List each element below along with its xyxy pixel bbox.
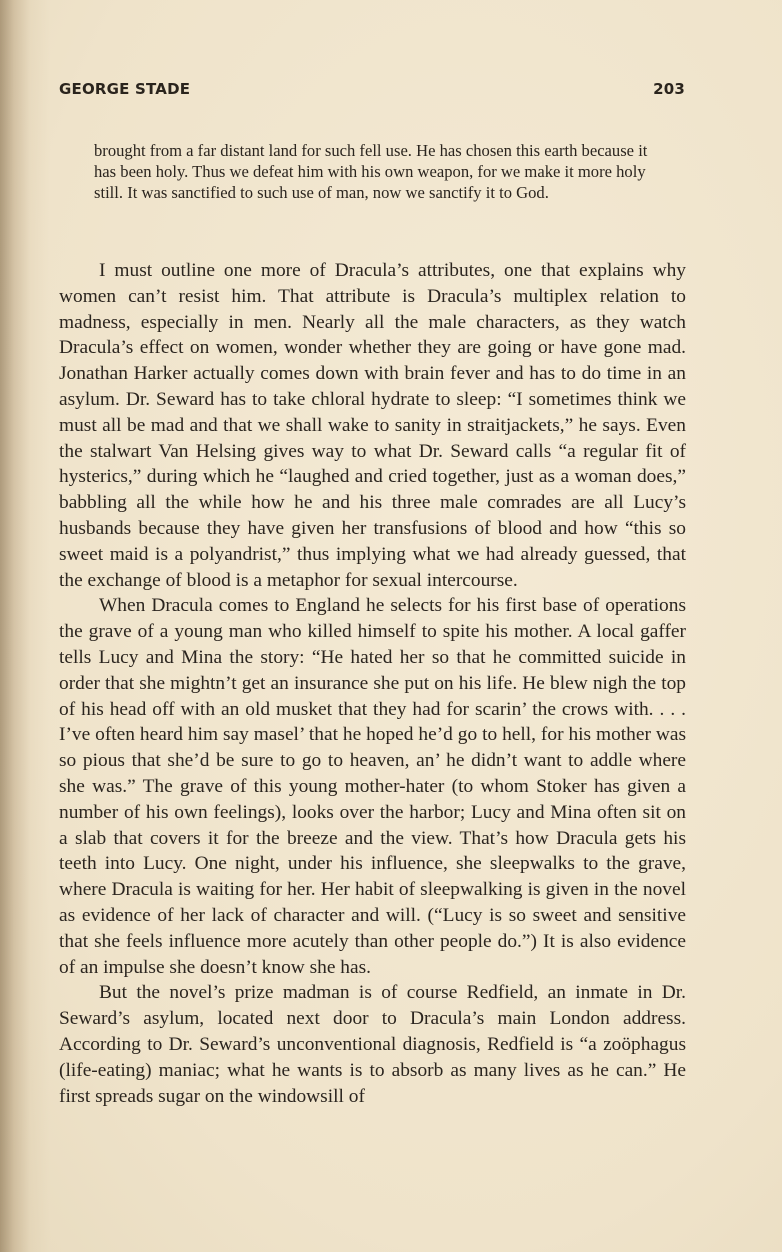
running-head-author: GEORGE STADE [59, 80, 191, 98]
paragraph: When Dracula comes to England he selects for his first base of operations the grave of a young man who killed himself to spite his mother. A local gaffer tells Lucy and Mina the story: “He hated her so that he committed suicide in order that she mightn’t get an insurance she put on his life. He blew nigh the top of his head off with an old musket that they had for scarin’ the crows with. . . . I’ve often heard him say masel’ that he hoped he’d go to hell, for his mother was so pious that she’d be sure to go to heaven, an’ he didn’t want to addle where she was.” The grave of this young mother-hater (to whom Stoker has given a number of his own feelings), looks over the harbor; Lucy and Mina often sit on a slab that covers it for the breeze and the view. That’s how Dracula gets his teeth into Lucy. One night, under his influence, she sleepwalks to the grave, where Dracula is waiting for her. Her habit of sleepwalking is given in the novel as evidence of her lack of character and will. (“Lucy is so sweet and sensitive that she feels influence more acutely than other people do.”) It is also evidence of an impulse she doesn’t know she has. [59, 595, 686, 978]
block-quote: brought from a far distant land for such fell use. He has chosen this earth because it has been holy. Thus we defeat him with his own weapon, for we make it more holy still. It was sanctified to such use of man, now we sanctify it to God. [94, 141, 648, 202]
paragraph: I must outline one more of Dracula’s attributes, one that explains why women can’t resist him. That attribute is Dracula’s multiplex relation to madness, especially in men. Nearly all the male characters, as they watch Dracula’s effect on women, wonder whether they are going or have gone mad. Jonathan Harker actually comes down with brain fever and has to do time in an asylum. Dr. Seward has to take chloral hydrate to sleep: “I sometimes think we must all be mad and that we shall wake to sanity in straitjackets,” he says. Even the stalwart Van Helsing gives way to what Dr. Seward calls “a regular fit of hysterics,” during which he “laughed and cried together, just as a woman does,” babbling all the while how he and his three male comrades are all Lucy’s husbands because they have given her transfusions of blood and how “this so sweet maid is a polyandrist,” thus implying what we had already guessed, that the exchange of blood is a metaphor for sexual intercourse. [59, 260, 686, 591]
paragraph: But the novel’s prize madman is of course Redfield, an inmate in Dr. Seward’s asylum, located next door to Dracula’s main London address. According to Dr. Seward’s unconventional diagnosis, Redfield is “a zoöphagus (life-eating) maniac; what he wants is to absorb as many lives as he can.” He first spreads sugar on the windowsill of [59, 982, 686, 1107]
page-number: 203 [653, 80, 685, 98]
body-text [59, 258, 686, 1109]
running-head [59, 80, 685, 104]
